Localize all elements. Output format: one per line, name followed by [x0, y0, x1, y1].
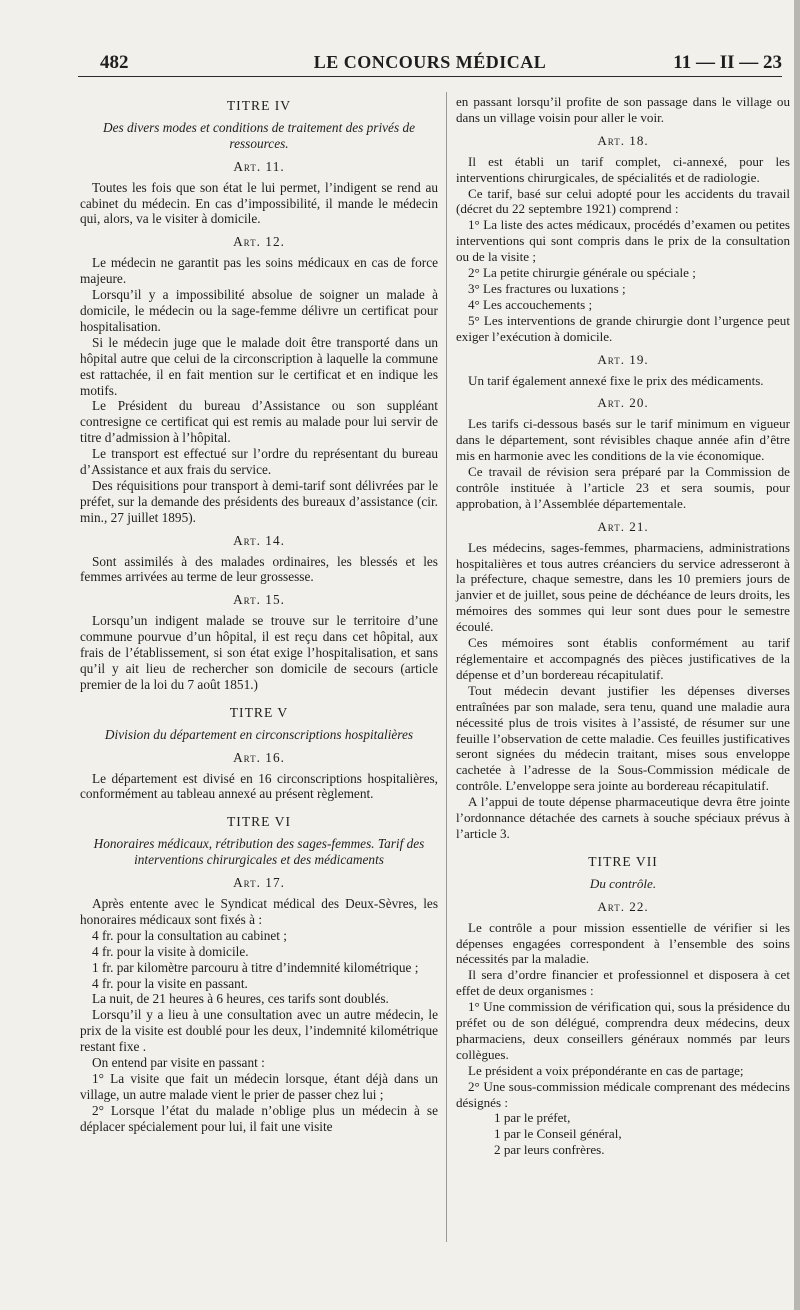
issue-date: 11 — II — 23	[673, 52, 782, 73]
paragraph: Un tarif également annexé fixe le prix des médicaments.	[468, 372, 764, 388]
article-20-heading: Art. 20.	[597, 395, 649, 411]
article-21-heading: Art. 21.	[597, 518, 649, 534]
paragraph: 2° Lorsque l’état du malade n’oblige plus un médecin à se déplacer spécialement pour lui, il fait une visite	[80, 1102, 438, 1134]
list-item: 4° Les accouchements ;	[468, 296, 593, 312]
paragraph: 1° La visite que fait un médecin lorsque, étant déjà dans un village, un autre malade vient le prier de passer chez lui ;	[80, 1070, 438, 1102]
titre-5-subtitle: Division du département en circonscriptions hospitalières	[104, 726, 414, 742]
titre-6-subtitle: Honoraires médicaux, rétribution des sages-femmes. Tarif des interventions chirurgicales et des médicaments	[93, 836, 425, 868]
paragraph: Lorsqu’un indigent malade se trouve sur le territoire d’une commune pourvue d’un hôpital, il est reçu dans cet hôpital, aux frais de l’établissement, si son état exige l’hospitalisation, et sans qu’il y ait lieu de rechercher son domicile de secours (article premier de la loi du 7 août 1851.)	[80, 613, 438, 692]
journal-title: LE CONCOURS MÉDICAL	[313, 52, 547, 72]
article-12-heading: Art. 12.	[233, 234, 285, 250]
paragraph: Le transport est effectué sur l’ordre du représentant du bureau d’Assistance et aux frais du service.	[80, 446, 438, 478]
paragraph: 2° Une sous-commission médicale comprenant des médecins désignés :	[456, 1078, 790, 1110]
titre-5-heading: TITRE V	[229, 704, 289, 720]
left-column	[80, 94, 438, 1135]
list-item: 2 par leurs confrères.	[494, 1142, 605, 1158]
paragraph: Sont assimilés à des malades ordinaires, les blessés et les femmes arrivées au terme de leur grossesse.	[80, 553, 438, 585]
list-item: 1° La liste des actes médicaux, procédés d’examen ou petites interventions qui sont compris dans le prix de la consultation ou de la visite ;	[456, 217, 790, 265]
article-18-heading: Art. 18.	[597, 132, 649, 148]
paragraph: Le Président du bureau d’Assistance ou son suppléant contresigne ce certificat qui est remis au malade pour lui servir de titre d’admission à l’hôpital.	[80, 398, 438, 446]
paragraph: Après entente avec le Syndicat médical des Deux-Sèvres, les honoraires médicaux sont fixés à :	[80, 895, 438, 927]
titre-4-subtitle: Des divers modes et conditions de traitement des privés de ressources.	[102, 119, 416, 151]
paragraph: On entend par visite en passant :	[92, 1055, 265, 1071]
titre-7-heading: TITRE VII	[588, 853, 658, 869]
paragraph: Le département est divisé en 16 circonscriptions hospitalières, conformément au tableau annexé au présent règlement.	[80, 770, 438, 802]
page-edge-shadow	[794, 0, 800, 1310]
column-divider	[446, 92, 447, 1242]
paragraph: Lorsqu’il y a lieu à une consultation avec un autre médecin, le prix de la visite est doublé pour les deux, l’indemnité kilométrique restant fixe .	[80, 1007, 438, 1055]
article-22-heading: Art. 22.	[597, 898, 649, 914]
paragraph: Il sera d’ordre financier et professionnel et disposera à cet effet de deux organismes :	[456, 967, 790, 999]
paragraph: Les tarifs ci-dessous basés sur le tarif minimum en vigueur dans le département, sont révisibles chaque année afin d’être mis en harmonie avec les conditions de la vie économique.	[456, 416, 790, 464]
list-item: 1 fr. par kilomètre parcouru à titre d’indemnité kilométrique ;	[92, 959, 419, 975]
list-item: 4 fr. pour la consultation au cabinet ;	[92, 927, 287, 943]
page-header	[78, 50, 782, 77]
paragraph: Ces mémoires sont établis conformément au tarif réglementaire et accompagnés des pièces justificatives de la dépense et d’un bordereau récapitulatif.	[456, 635, 790, 682]
article-14-heading: Art. 14.	[233, 532, 285, 548]
list-item: 3° Les fractures ou luxations ;	[468, 280, 626, 296]
titre-7-subtitle: Du contrôle.	[589, 875, 657, 891]
paragraph: Des réquisitions pour transport à demi-tarif sont délivrées par le préfet, sur la demande des présidents des bureaux d’assistance (cir. min., 27 juillet 1895).	[80, 477, 438, 525]
paragraph: Le président a voix prépondérante en cas de partage;	[468, 1062, 744, 1078]
list-item: 4 fr. pour la visite à domicile.	[92, 943, 249, 959]
article-11-heading: Art. 11.	[233, 158, 285, 174]
paragraph: Lorsqu’il y a impossibilité absolue de soigner un malade à domicile, le médecin ou la sage-femme délivre un certificat pour hospitalisation.	[80, 287, 438, 334]
page-number: 482	[100, 52, 129, 73]
paragraph: Le contrôle a pour mission essentielle de vérifier si les dépenses engagées correspondent à l’ensemble des soins nécessités par la maladie.	[456, 919, 790, 967]
article-17-heading: Art. 17.	[233, 875, 285, 891]
paragraph: Toutes les fois que son état le lui permet, l’indigent se rend au cabinet du médecin. En cas d’impossibilité, il mande le médecin qui, alors, va le visiter à domicile.	[80, 179, 438, 227]
list-item: 5° Les interventions de grande chirurgie dont l’urgence peut exiger l’exécution à domicile.	[456, 312, 790, 344]
paragraph: Ce tarif, basé sur celui adopté pour les accidents du travail (décret du 22 septembre 1921) comprend :	[456, 185, 790, 217]
paragraph: Si le médecin juge que le malade doit être transporté dans un hôpital autre que celui de la circonscription à laquelle la commune est rattachée, il en fait mention sur le certificat et en indique les motifs.	[80, 334, 438, 398]
right-column	[456, 94, 790, 1158]
paragraph: Tout médecin devant justifier les dépenses diverses entraînées par son malade, sera tenu, quand une maladie aura nécessité plus de trois visites à l’assisté, de résumer sur une feuille l’observation de cette maladie. Ces feuilles justificatives seront signées du médecin traitant, mises sous enveloppe cachetée à l’adresse de la Sous-Commission médicale de contrôle. L’enveloppe sera jointe au bordereau récapitulatif.	[456, 682, 790, 794]
article-19-heading: Art. 19.	[597, 351, 649, 367]
paragraph: Ce travail de révision sera préparé par la Commission de contrôle instituée à l’article 23 et sera soumis, pour approbation, à l’Assemblée départementale.	[456, 464, 790, 511]
article-16-heading: Art. 16.	[233, 749, 285, 765]
paragraph: Les médecins, sages-femmes, pharmaciens, administrations hospitalières et tous autres créanciers du service adresseront à la préfecture, chaque semestre, dans les 10 premiers jours de janvier et de juillet, sous peine de déchéance de leurs droits, les mémoires des sommes qui leur sont dues pour le semestre écoulé.	[456, 539, 790, 635]
list-item: 1 par le Conseil général,	[494, 1126, 622, 1142]
paragraph: Le médecin ne garantit pas les soins médicaux en cas de force majeure.	[80, 255, 438, 287]
list-item: 1 par le préfet,	[494, 1110, 571, 1126]
paragraph: en passant lorsqu’il profite de son passage dans le village ou dans un village voisin pour aller le voir.	[456, 94, 790, 125]
titre-4-heading: TITRE IV	[226, 98, 292, 113]
paragraph: A l’appui de toute dépense pharmaceutique devra être jointe l’ordonnance détachée des carnets à souche spéciaux prévus à l’article 3.	[456, 794, 790, 841]
article-15-heading: Art. 15.	[233, 592, 285, 608]
paragraph: La nuit, de 21 heures à 6 heures, ces tarifs sont doublés.	[92, 991, 389, 1007]
paragraph: Il est établi un tarif complet, ci-annexé, pour les interventions chirurgicales, de spécialités et de radiologie.	[456, 153, 790, 185]
titre-6-heading: TITRE VI	[226, 814, 291, 830]
list-item: 4 fr. pour la visite en passant.	[92, 975, 248, 991]
list-item: 2° La petite chirurgie générale ou spéciale ;	[468, 265, 696, 281]
paragraph: 1° Une commission de vérification qui, sous la présidence du préfet ou de son délégué, comprendra deux médecins, deux pharmaciens, deux conseillers généraux nommés par leurs collègues.	[456, 999, 790, 1062]
